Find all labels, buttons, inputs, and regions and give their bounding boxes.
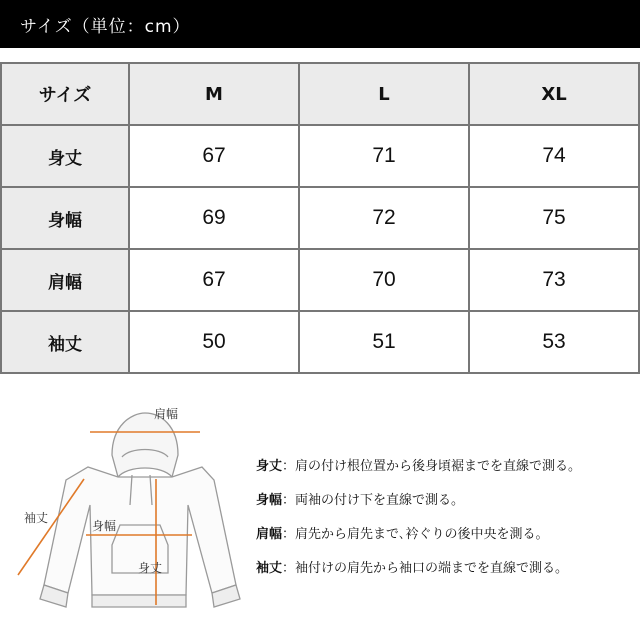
note-separator: ： (282, 493, 296, 508)
table-cell: 74 (469, 125, 639, 187)
note-separator: ： (282, 527, 296, 542)
note-item (256, 523, 636, 557)
measurement-notes (256, 455, 636, 591)
note-separator: ： (282, 459, 296, 474)
width-label: 身幅 (92, 519, 117, 533)
table-cell: 67 (129, 249, 299, 311)
note-term: 身丈 (256, 459, 283, 474)
row-label: 肩幅 (1, 249, 129, 311)
size-table (0, 62, 640, 374)
table-cell: 67 (129, 125, 299, 187)
table-row (1, 249, 639, 311)
table-row (1, 311, 639, 373)
note-text: 両袖の付け下を直線で測る。 (295, 493, 465, 508)
column-header-m: M (129, 63, 299, 125)
note-separator: ： (282, 561, 296, 576)
length-label: 身丈 (138, 561, 163, 575)
column-header-l: L (299, 63, 469, 125)
table-row (1, 187, 639, 249)
note-item (256, 557, 636, 591)
table-cell: 75 (469, 187, 639, 249)
note-item (256, 489, 636, 523)
table-cell: 73 (469, 249, 639, 311)
hoodie-diagram (0, 395, 250, 640)
column-header-xl: XL (469, 63, 639, 125)
note-text: 肩先から肩先まで､衿ぐりの後中央を測る。 (295, 527, 549, 542)
row-label: 袖丈 (1, 311, 129, 373)
shoulder-label: 肩幅 (154, 407, 179, 421)
table-header-row (1, 63, 639, 125)
page-title: サイズ（単位：cm） (20, 17, 191, 37)
table-cell: 53 (469, 311, 639, 373)
note-item (256, 455, 636, 489)
table-cell: 71 (299, 125, 469, 187)
note-term: 身幅 (256, 493, 283, 508)
note-text: 肩の付け根位置から後身頃裾までを直線で測る。 (295, 459, 582, 474)
sleeve-label: 袖丈 (24, 511, 49, 525)
table-row (1, 125, 639, 187)
table-cell: 70 (299, 249, 469, 311)
table-cell: 72 (299, 187, 469, 249)
row-label: 身丈 (1, 125, 129, 187)
title-bar (0, 0, 640, 48)
note-term: 肩幅 (256, 527, 283, 542)
row-label: 身幅 (1, 187, 129, 249)
table-cell: 51 (299, 311, 469, 373)
table-cell: 69 (129, 187, 299, 249)
note-text: 袖付けの肩先から袖口の端までを直線で測る。 (295, 561, 569, 576)
table-cell: 50 (129, 311, 299, 373)
note-term: 袖丈 (256, 561, 283, 576)
column-header-size: サイズ (1, 63, 129, 125)
